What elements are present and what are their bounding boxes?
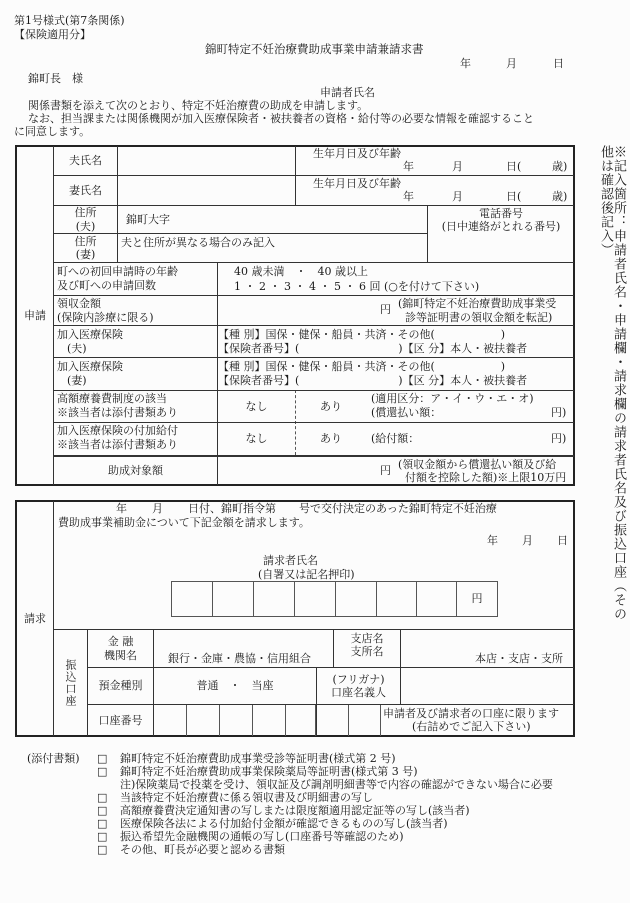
amount-digit-cell[interactable] <box>377 582 417 616</box>
applicant-name-label: 申請者氏名 <box>320 86 375 99</box>
insurance-husband-label-1: 加入医療保険 <box>57 328 123 341</box>
amount-digit-cell[interactable] <box>213 582 254 616</box>
address-husband-value[interactable]: 錦町大字 <box>126 213 170 226</box>
amount-digit-cell[interactable] <box>254 582 295 616</box>
wife-birthdate-label: 生年月日及び年齢 <box>313 177 401 190</box>
account-number-field[interactable] <box>154 705 381 736</box>
deposit-type-options[interactable]: 普通 ・ 当座 <box>196 679 274 693</box>
age-options[interactable]: 40 歳未満 ・ 40 歳以上 <box>234 265 368 278</box>
additional-benefit-none-option[interactable]: なし <box>245 432 268 446</box>
account-digit-cell[interactable] <box>154 705 187 736</box>
attachment-checkbox[interactable]: □ <box>97 752 108 765</box>
insurance-wife-number[interactable]: 【保険者番号】( )【区 分】本人・被扶養者 <box>218 374 528 387</box>
subsidy-label: 助成対象額 <box>108 464 163 478</box>
branch-type-options[interactable]: 本店・支店・支所 <box>475 652 563 665</box>
insurance-husband-type[interactable]: 【種 別】国保・健保・船員・共済・その他( ) <box>218 328 506 341</box>
holder-label-1: (フリガナ) <box>332 672 385 686</box>
attachment-item: 当該特定不妊治療費に係る領収書及び明細書の写し <box>120 791 373 804</box>
form-number: 第1号様式(第7条関係) <box>14 14 125 27</box>
address-wife-label <box>54 234 117 262</box>
receipt-label-1: 領収金額 <box>57 297 101 310</box>
claim-date-day: 日 <box>557 534 568 547</box>
deposit-type-label: 預金種別 <box>98 679 143 693</box>
claim-date-month: 月 <box>522 534 533 547</box>
intro-line-1: 関係書類を添えて次のとおり、特定不妊治療費の助成を申請します。 <box>28 99 369 112</box>
additional-benefit-yes-option[interactable]: あり <box>320 432 342 446</box>
high-cost-note-1: (適用区分：ア・イ・ウ・エ・オ) <box>371 392 534 405</box>
attachment-checkbox[interactable]: □ <box>97 830 108 843</box>
attachment-checkbox[interactable]: □ <box>97 843 108 856</box>
attachments-label: (添付書類) <box>27 752 80 765</box>
account-holder-label <box>317 668 400 704</box>
applicant-name-field[interactable] <box>380 84 570 98</box>
address-label: 住所 <box>74 234 97 248</box>
month-unit: 月 <box>452 160 463 173</box>
bank-type-options[interactable]: 銀行・金庫・農協・信用組合 <box>168 652 311 665</box>
header-date-year: 年 <box>460 57 471 70</box>
amount-digit-cell[interactable] <box>295 582 336 616</box>
subsidy-note-1: (領収金額から償還払い額及び給 <box>398 458 557 471</box>
receipt-note-1: (錦町特定不妊治療費助成事業受 <box>398 297 557 310</box>
insurance-wife-label-2: (妻) <box>67 374 87 387</box>
claim-year-unit: 年 <box>116 502 127 515</box>
claim-date-year: 年 <box>487 534 498 547</box>
count-options[interactable]: 1 ・ 2 ・ 3 ・ 4 ・ 5 ・ 6 回 (○を付けて下さい) <box>234 280 480 293</box>
insurance-husband-label-2: (夫) <box>67 342 87 355</box>
phone-label-text: 電話番号 <box>479 206 523 220</box>
claim-text-line-2: 費助成事業補助金について下記金額を請求します。 <box>58 516 310 529</box>
insurance-wife-label-1: 加入医療保険 <box>57 360 123 373</box>
intro-line-2: なお、担当課または関係機関が加入医療保険者・被扶養者の資格・給付等の必要な情報を確認すること <box>28 112 534 125</box>
claimant-name-label: 請求者氏名 <box>263 554 318 567</box>
additional-benefit-label-1: 加入医療保険の付加給付 <box>57 424 178 437</box>
claim-amount-field[interactable] <box>171 581 498 617</box>
additional-benefit-label-2: ※該当者は添付書類あり <box>57 438 178 451</box>
attachment-item: 医療保険各法による付加給付金額が確認できるものの写し(該当者) <box>120 817 448 830</box>
account-digit-cell[interactable] <box>253 705 286 736</box>
day-unit: 日( <box>506 190 522 203</box>
holder-label-2: 口座名義人 <box>331 686 386 699</box>
phone-label-sub: (日中連絡がとれる番号) <box>441 220 561 233</box>
amount-digit-cell[interactable] <box>336 582 377 616</box>
claim-directive-suffix: 号で交付決定のあった錦町特定不妊治療 <box>299 502 497 515</box>
branch-label-1: 支店名 <box>350 631 384 645</box>
branch-label-2: 支所名 <box>350 645 384 658</box>
husband-birthdate-label: 生年月日及び年齢 <box>313 147 401 160</box>
divider <box>53 262 574 263</box>
receipt-amount-field[interactable] <box>220 298 375 322</box>
address-husband-label <box>54 206 117 233</box>
divider <box>117 175 574 176</box>
bank-name-label-2: 機関名 <box>104 648 137 662</box>
amount-yen-unit: 円 <box>471 592 483 606</box>
claim-section-label: 請求 <box>24 612 46 626</box>
claim-directive-prefix: 日付、錦町指令第 <box>188 502 276 515</box>
attachment-note: 注)保険薬局で投薬を受け、領収証及び調剤明細書等で内容の確認ができない場合に必要 <box>120 778 553 791</box>
account-holder-field[interactable] <box>403 670 571 702</box>
age-count-label-2: 及び町への申請回数 <box>57 279 156 292</box>
account-digit-cell[interactable] <box>316 705 349 736</box>
year-unit: 年 <box>403 190 414 203</box>
subsidy-note-2: 付額を控除した額)※上限10万円 <box>405 471 567 484</box>
husband-name-field[interactable] <box>120 148 292 173</box>
account-note-2: (右詰めでご記入下さい) <box>412 720 531 733</box>
high-cost-note-2: (償還払い額： <box>371 406 442 419</box>
header-date-month: 月 <box>506 57 517 70</box>
address-wife-note[interactable]: 夫と住所が異なる場合のみ記入 <box>121 236 275 249</box>
attachment-item: 錦町特定不妊治療費助成事業保険薬局等証明書(様式第 3 号) <box>120 765 418 778</box>
branch-label <box>334 630 400 660</box>
divider <box>117 146 118 262</box>
month-unit: 月 <box>452 190 463 203</box>
side-note: ※記入箇所：申請者氏名・申請欄・請求欄の請求者氏名及び振込口座（その他は確認後記入） <box>598 145 626 621</box>
age-count-label-1: 町への初回申請時の年齢 <box>57 265 178 278</box>
attachment-checkbox[interactable]: □ <box>97 765 108 778</box>
subsidy-yen: 円 <box>380 464 391 477</box>
age-unit: 歳) <box>552 190 568 203</box>
receipt-note-2: 診等証明書の領収金額を転記) <box>405 311 553 324</box>
account-note-1: 申請者及び請求者の口座に限ります <box>383 707 559 720</box>
intro-line-3: に同意します。 <box>14 125 91 138</box>
insurance-wife-type[interactable]: 【種 別】国保・健保・船員・共済・その他( ) <box>218 360 506 373</box>
addressee: 錦町長 様 <box>28 72 83 85</box>
account-number-label: 口座番号 <box>98 713 143 727</box>
high-cost-note-2-yen: 円) <box>551 406 567 419</box>
divider <box>53 295 574 296</box>
husband-name-label: 夫氏名 <box>69 153 102 167</box>
account-digit-cell[interactable] <box>286 705 316 736</box>
bank-name-label <box>88 630 153 667</box>
attachment-checkbox[interactable]: □ <box>97 817 108 830</box>
additional-benefit-note: (給付額： <box>371 432 420 445</box>
address-sub: (妻) <box>75 248 96 261</box>
amount-digit-cell[interactable] <box>172 582 213 616</box>
account-digit-cell[interactable] <box>349 705 381 736</box>
attachment-checkbox[interactable]: □ <box>97 804 108 817</box>
high-cost-none-option[interactable]: なし <box>245 399 268 413</box>
address-sub: (夫) <box>75 219 96 233</box>
claimant-name-sub: (自署又は記名押印) <box>258 568 355 581</box>
high-cost-label-2: ※該当者は添付書類あり <box>57 406 178 419</box>
application-section-label: 申請 <box>24 308 46 322</box>
divider <box>53 325 574 326</box>
header-date-day: 日 <box>553 57 564 70</box>
wife-name-label: 妻氏名 <box>69 183 102 197</box>
bank-section-label-text: 振込口座 <box>64 659 77 707</box>
phone-label <box>428 206 574 234</box>
form-category: 【保険適用分】 <box>14 28 91 41</box>
attachment-item: 錦町特定不妊治療費助成事業受診等証明書(様式第 2 号) <box>120 752 396 765</box>
amount-digit-cell[interactable] <box>417 582 457 616</box>
high-cost-yes-option[interactable]: あり <box>320 399 342 413</box>
attachment-item: 高額療養費決定通知書の写しまたは限度額適用認定証等の写し(該当者) <box>120 804 470 817</box>
attachment-checkbox[interactable]: □ <box>97 791 108 804</box>
age-unit: 歳) <box>552 160 568 173</box>
insurance-husband-number[interactable]: 【保険者番号】( )【区 分】本人・被扶養者 <box>218 342 528 355</box>
account-digit-cell[interactable] <box>187 705 220 736</box>
high-cost-label-1: 高額療養費制度の該当 <box>57 392 167 405</box>
divider <box>53 357 574 358</box>
year-unit: 年 <box>403 160 414 173</box>
day-unit: 日( <box>506 160 522 173</box>
account-digit-cell[interactable] <box>220 705 253 736</box>
receipt-yen: 円 <box>380 303 391 316</box>
wife-name-field[interactable] <box>120 178 292 203</box>
page-title: 錦町特定不妊治療費助成事業申請兼請求書 <box>205 42 424 56</box>
claim-month-unit: 月 <box>152 502 163 515</box>
subsidy-amount-field[interactable] <box>220 459 375 483</box>
attachment-item: 振込希望先金融機関の通帳の写し(口座番号等確認のため) <box>120 830 404 843</box>
additional-benefit-note-yen: 円) <box>551 432 567 445</box>
bank-name-label-1: 金 融 <box>107 635 134 649</box>
receipt-label-2: (保険内診療に限る) <box>57 311 154 324</box>
attachment-item: その他、町長が必要と認める書類 <box>120 843 285 856</box>
bank-section-label <box>54 630 87 736</box>
phone-field[interactable] <box>430 236 572 260</box>
address-label: 住所 <box>74 206 97 220</box>
